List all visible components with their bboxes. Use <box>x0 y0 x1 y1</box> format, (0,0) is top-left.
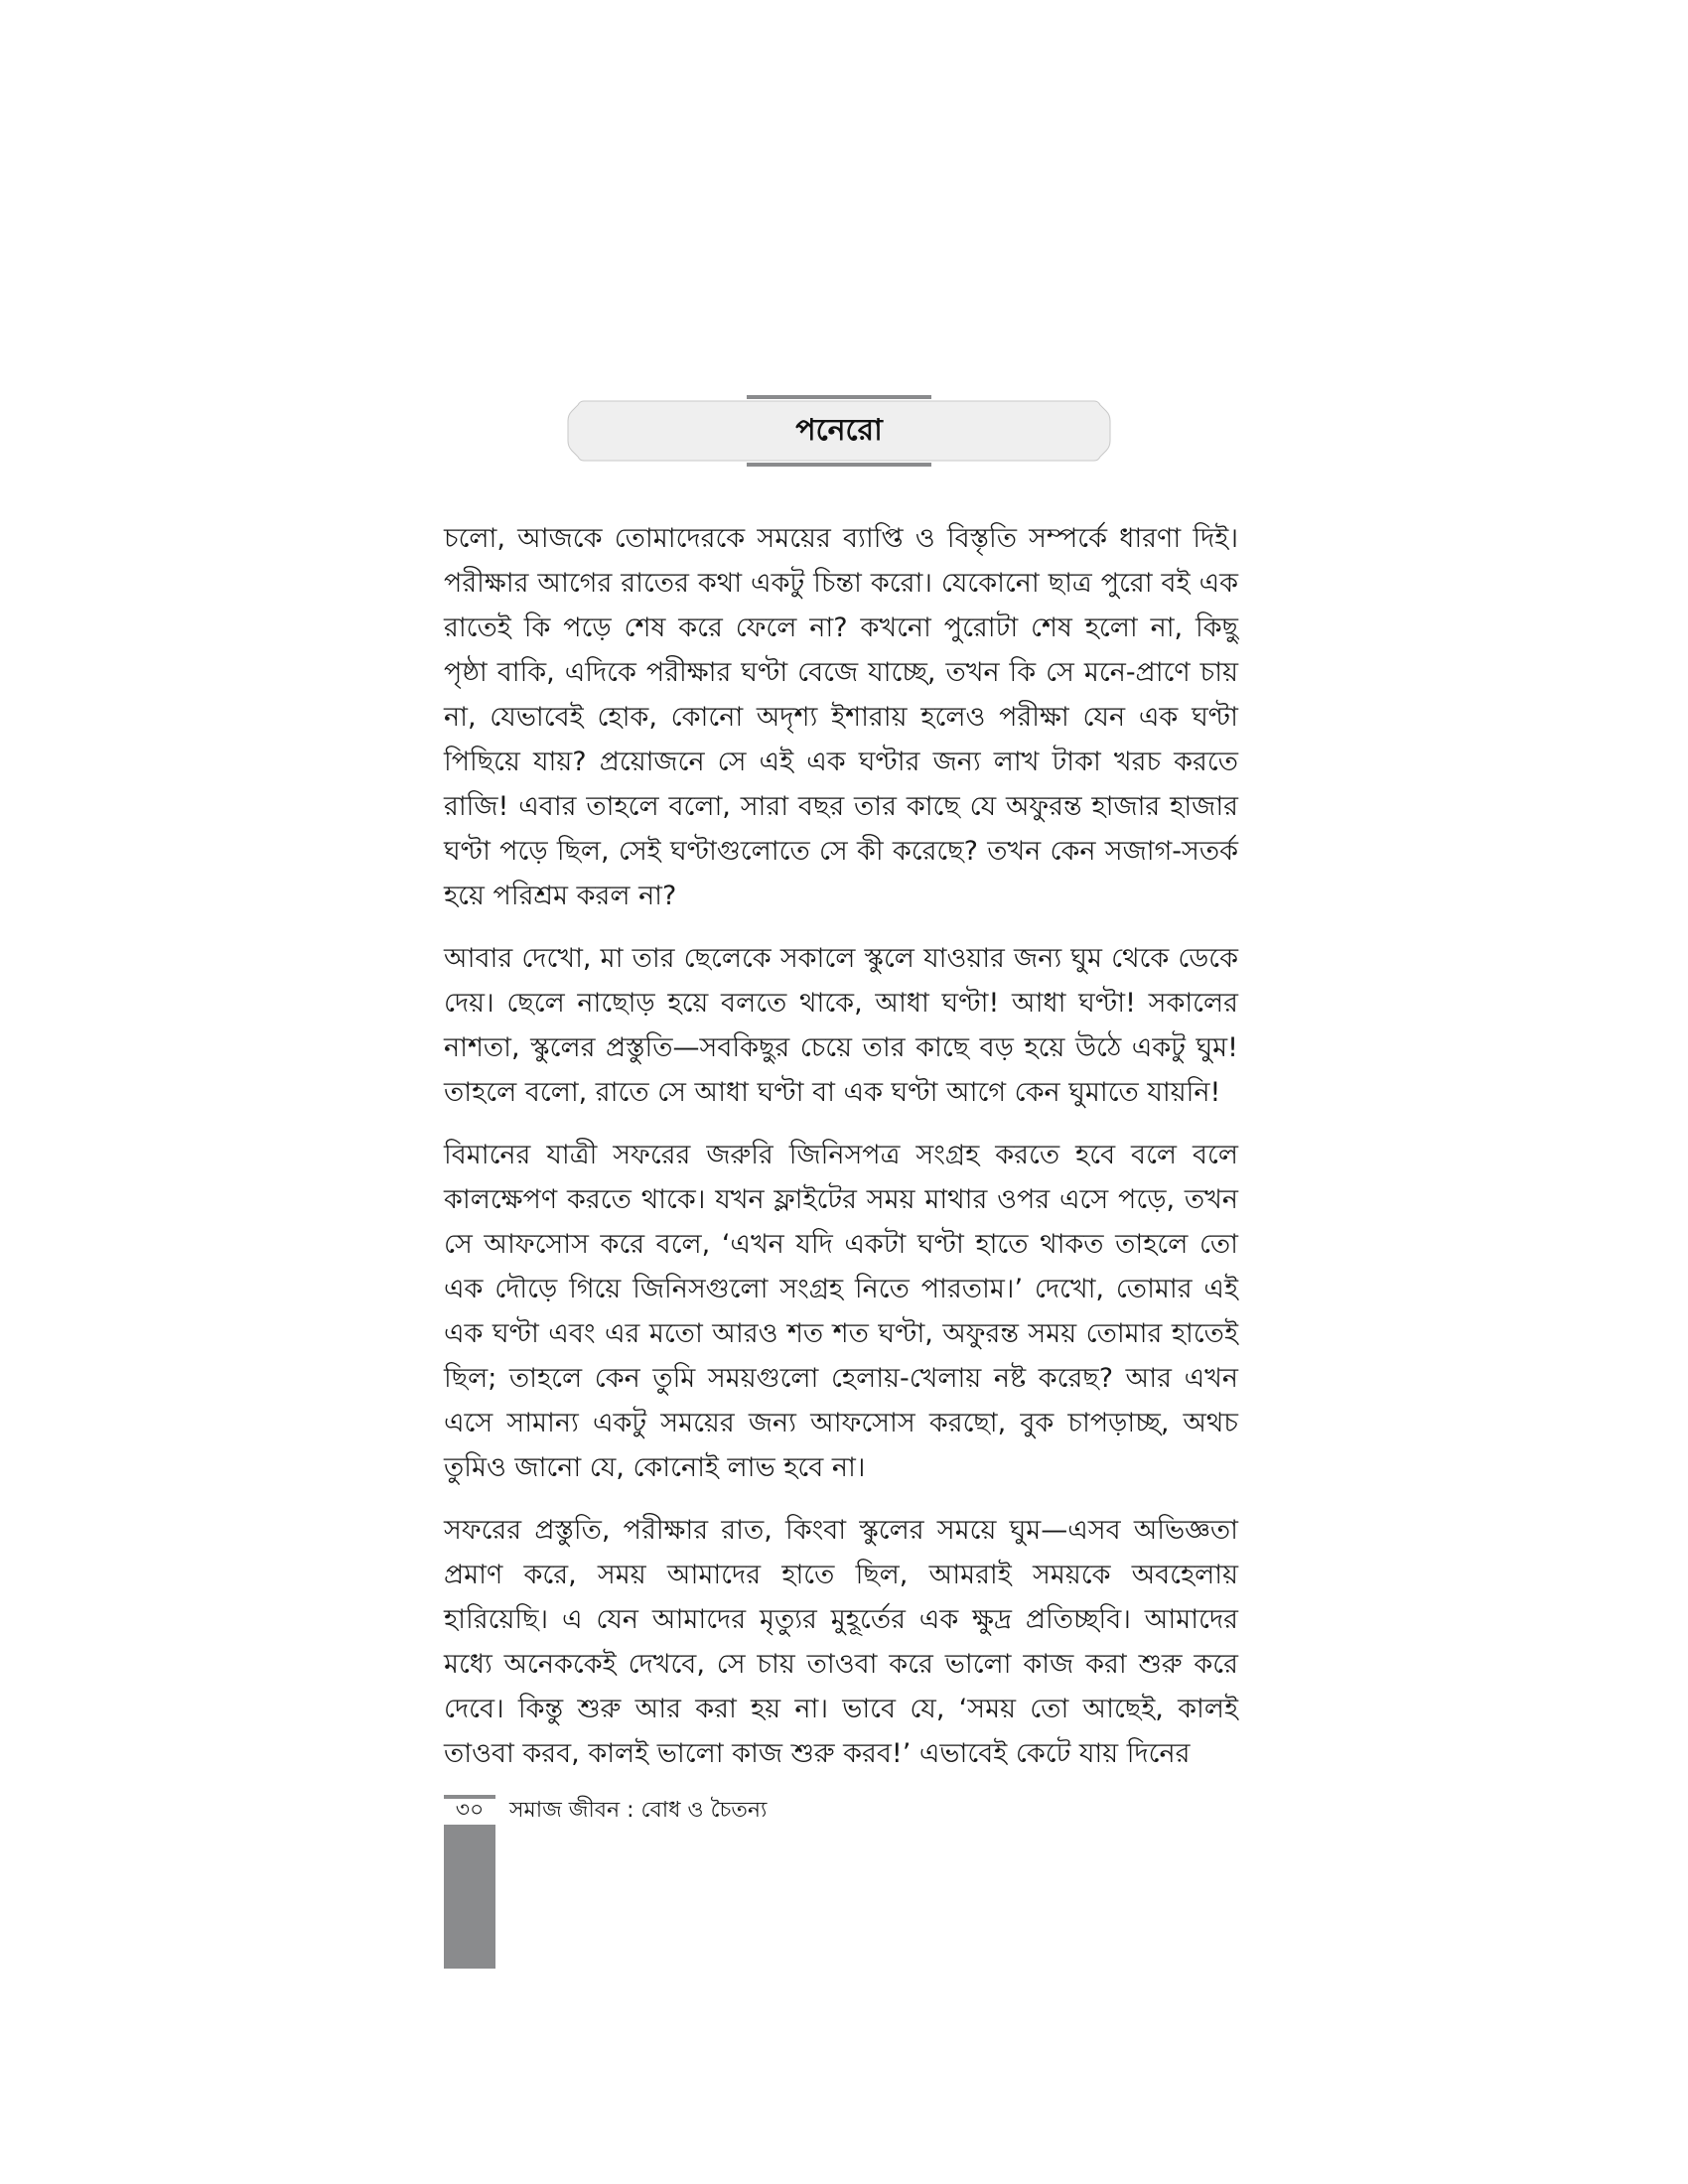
chapter-title: পনেরো <box>795 413 883 448</box>
paragraph: চলো, আজকে তোমাদেরকে সময়ের ব্যাপ্তি ও বিস্তৃতি সম্পর্কে ধারণা দিই। পরীক্ষার আগের রাতের কথা একটু চিন্তা করো। যেকোনো ছাত্র পুরো বই এক রাতেই কি পড়ে শেষ করে ফেলে না? কখনো পুরোটা শেষ হলো না, কিছু পৃষ্ঠা বাকি, এদিকে পরীক্ষার ঘণ্টা বেজে যাচ্ছে, তখন কি সে মনে-প্রাণে চায় না, যেভাবেই হোক, কোনো অদৃশ্য ইশারায় হলেও পরীক্ষা যেন এক ঘণ্টা পিছিয়ে যায়? প্রয়োজনে সে এই এক ঘণ্টার জন্য লাখ টাকা খরচ করতে রাজি! এবার তাহলে বলো, সারা বছর তার কাছে যে অফুরন্ত হাজার হাজার ঘণ্টা পড়ে ছিল, সেই ঘণ্টাগুলোতে সে কী করেছে? তখন কেন সজাগ-সতর্ক হয়ে পরিশ্রম করল না? <box>444 523 1238 911</box>
paragraph: সফরের প্রস্তুতি, পরীক্ষার রাত, কিংবা স্কুলের সময়ে ঘুম—এসব অভিজ্ঞতা প্রমাণ করে, সময় আমাদের হাতে ছিল, আমরাই সময়কে অবহেলায় হারিয়েছি। এ যেন আমাদের মৃত্যুর মুহূর্তের এক ক্ষুদ্র প্রতিচ্ছবি। আমাদের মধ্যে অনেককেই দেখবে, সে চায় তাওবা করে ভালো কাজ করা শুরু করে দেবে। কিন্তু শুরু আর করা হয় না। ভাবে যে, ‘সময় তো আছেই, কালই তাওবা করব, কালই ভালো কাজ শুরু করব!’ এভাবেই কেটে যায় দিনের <box>444 1515 1238 1769</box>
chapter-body <box>444 516 1238 1794</box>
paragraph: আবার দেখো, মা তার ছেলেকে সকালে স্কুলে যাওয়ার জন্য ঘুম থেকে ডেকে দেয়। ছেলে নাছোড় হয়ে বলতে থাকে, আধা ঘণ্টা! আধা ঘণ্টা! সকালের নাশতা, স্কুলের প্রস্তুতি—সবকিছুর চেয়ে তার কাছে বড় হয়ে উঠে একটু ঘুম! তাহলে বলো, রাতে সে আধা ঘণ্টা বা এক ঘণ্টা আগে কেন ঘুমাতে যায়নি! <box>444 943 1238 1108</box>
running-book-title: সমাজ জীবন : বোধ ও চৈতন্য <box>509 1798 768 1823</box>
footer-side-bar <box>444 1825 495 1969</box>
chapter-heading-banner <box>566 395 1112 467</box>
page-number: ৩০ <box>455 1798 485 1823</box>
paragraph: বিমানের যাত্রী সফরের জরুরি জিনিসপত্র সংগ্রহ করতে হবে বলে বলে কালক্ষেপণ করতে থাকে। যখন ফ্লাইটের সময় মাথার ওপর এসে পড়ে, তখন সে আফসোস করে বলে, ‘এখন যদি একটা ঘণ্টা হাতে থাকত তাহলে তো এক দৌড়ে গিয়ে জিনিসগুলো সংগ্রহ নিতে পারতাম।’ দেখো, তোমার এই এক ঘণ্টা এবং এর মতো আরও শত শত ঘণ্টা, অফুরন্ত সময় তোমার হাতেই ছিল; তাহলে কেন তুমি সময়গুলো হেলায়-খেলায় নষ্ট করেছ? আর এখন এসে সামান্য একটু সময়ের জন্য আফসোস করছো, বুক চাপড়াচ্ছ, অথচ তুমিও জানো যে, কোনোই লাভ হবে না। <box>444 1140 1238 1483</box>
page-footer <box>444 1795 1238 1964</box>
